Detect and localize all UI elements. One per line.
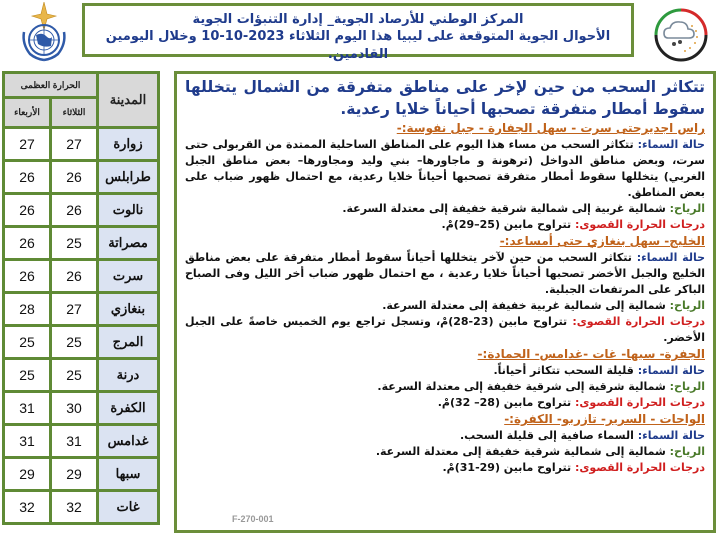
temp-label: درجات الحرارة القصوى: (571, 396, 705, 409)
wind-text: شمالية إلى شمالية غربية خفيفة إلى معتدلة السرعة. (382, 299, 666, 312)
day2-value: 26 (4, 227, 51, 260)
day2-value: 29 (4, 458, 51, 491)
temp-label: درجات الحرارة القصوى: (571, 218, 705, 231)
city-name: غدامس (98, 425, 159, 458)
sky-text: السماء صافية إلى قليلة السحب. (459, 429, 634, 442)
day1-value: 31 (51, 425, 98, 458)
table-row (4, 392, 159, 425)
day2-value: 32 (4, 491, 51, 524)
city-name: نالوت (98, 194, 159, 227)
sky-label: حالة السماء: (631, 251, 706, 264)
day1-value: 25 (51, 326, 98, 359)
table-row (4, 128, 159, 161)
temp-text: تتراوح مابين (29-31)مْ. (442, 461, 572, 474)
day1-value: 29 (51, 458, 98, 491)
region-title: راس اجديرحتى سرت - سهل الجفارة - جبل نفوسة:- (396, 121, 705, 135)
region-title: الواحات - السرير- تازربو- الكفرة:- (504, 412, 705, 426)
header-line1: المركز الوطني للأرصاد الجوية_ إدارة التنبؤات الجوية (192, 12, 524, 27)
table-row (4, 227, 159, 260)
lnm-logo-icon (652, 6, 710, 64)
temp-text: تتراوح مابين (28– 32)مْ. (437, 396, 572, 409)
wmo-logo-icon (16, 2, 72, 62)
temp-text: تتراوح مابين (25–29)مْ. (441, 218, 572, 231)
wind-label: الرياح: (665, 202, 705, 215)
table-row (4, 161, 159, 194)
region-section (185, 233, 705, 346)
max-temperature-table (2, 71, 160, 525)
sky-label: حالة السماء: (633, 429, 705, 442)
wind-label: الرياح: (665, 299, 705, 312)
city-name: الكفرة (98, 392, 159, 425)
forecast-summary: تتكاثر السحب من حين لإخر على مناطق متفرقة من الشمال يتخللها سقوط أمطار متفرقة تصحبها أحياناً خلايا رعدية. (185, 78, 705, 118)
sky-text: تتكاثر السحب من مساء هذا اليوم على المناطق الساحلية الممتدة من القربولى حتى سرت، وبعض مناطق الدواخل (ترهونة و ماجاورها– بني وليد ومجاورها– بعض مناطق الجبل الغربي) يتخللها سقوط أمطار متفرقة تصحبها أحياناً خلايا رعدية، مع احتمال ظهور ضباب على بعض المناطق. (185, 138, 705, 199)
day2-value: 31 (4, 425, 51, 458)
day2-value: 26 (4, 161, 51, 194)
day1-value: 25 (51, 227, 98, 260)
temp-text: تتراوح مابين (23-28)مْ، وتسجل تراجع يوم الخميس خاصةً على الجبل الأخضر. (185, 315, 705, 344)
table-row (4, 326, 159, 359)
table-row (4, 491, 159, 524)
region-title: الجفرة- سبها- غات -غدامس- الحمادة:- (477, 347, 705, 361)
day1-value: 27 (51, 128, 98, 161)
city-name: طرابلس (98, 161, 159, 194)
city-name: بنغازي (98, 293, 159, 326)
day2-value: 28 (4, 293, 51, 326)
day1-value: 26 (51, 260, 98, 293)
city-name: سرت (98, 260, 159, 293)
region-section (185, 411, 705, 476)
table-row (4, 194, 159, 227)
day2-value: 31 (4, 392, 51, 425)
city-name: غات (98, 491, 159, 524)
header-title-box (82, 3, 634, 62)
max-temp-header: الحرارة العظمى (4, 73, 98, 98)
table-row (4, 260, 159, 293)
temp-label: درجات الحرارة القصوى: (567, 315, 705, 328)
wind-text: شمالية شرقية إلى شرقية خفيفة إلى معتدلة السرعة. (377, 380, 666, 393)
day2-value: 26 (4, 260, 51, 293)
day1-value: 30 (51, 392, 98, 425)
form-code: F-270-001 (232, 514, 274, 524)
sky-text: قليلة السحب تتكاثر أحياناً. (493, 364, 634, 377)
day2-value: 27 (4, 128, 51, 161)
day1-value: 32 (51, 491, 98, 524)
day2-value: 26 (4, 194, 51, 227)
day2-value: 25 (4, 359, 51, 392)
city-name: زوارة (98, 128, 159, 161)
table-row (4, 458, 159, 491)
wind-text: شمالية إلى شمالية شرقية خفيفة إلى معتدلة السرعة. (375, 445, 666, 458)
table-row (4, 359, 159, 392)
wind-label: الرياح: (665, 380, 705, 393)
city-name: سبها (98, 458, 159, 491)
day2-value: 25 (4, 326, 51, 359)
wind-text: شمالية غربية إلى شمالية شرقية خفيفة إلى معتدلة السرعة. (342, 202, 666, 215)
day2-header: الأربعاء (4, 98, 51, 128)
table-row (4, 293, 159, 326)
forecast-text-box (174, 71, 716, 533)
region-title: الخليج- سهل بنغازي حتى أمساعد:- (499, 234, 705, 248)
sky-label: حالة السماء: (633, 138, 705, 151)
city-name: مصراتة (98, 227, 159, 260)
region-section (185, 346, 705, 411)
sky-label: حالة السماء: (633, 364, 705, 377)
table-row (4, 425, 159, 458)
day1-value: 25 (51, 359, 98, 392)
header-line2: الأحوال الجوية المتوقعة على ليبيا هذا اليوم الثلاثاء 2023-10-10 وخلال اليومين القادمين. (105, 29, 611, 62)
city-column-header: المدينة (98, 73, 159, 128)
day1-value: 26 (51, 161, 98, 194)
sky-text: تتكاثر السحب من حين لآخر يتخللها أحياناً سقوط أمطار متفرقة على بعض مناطق الخليج والجبل الأخضر تصحبها أحياناً خلايا رعدية ، مع احتمال ظهور ضباب أخر الليل وفى الصباح الباكر على المرتفعات الجبلية. (185, 251, 705, 296)
day1-value: 26 (51, 194, 98, 227)
temp-label: درجات الحرارة القصوى: (571, 461, 705, 474)
wind-label: الرياح: (665, 445, 705, 458)
city-name: المرج (98, 326, 159, 359)
city-name: درنة (98, 359, 159, 392)
region-section (185, 120, 705, 233)
day1-value: 27 (51, 293, 98, 326)
day1-header: الثلاثاء (51, 98, 98, 128)
